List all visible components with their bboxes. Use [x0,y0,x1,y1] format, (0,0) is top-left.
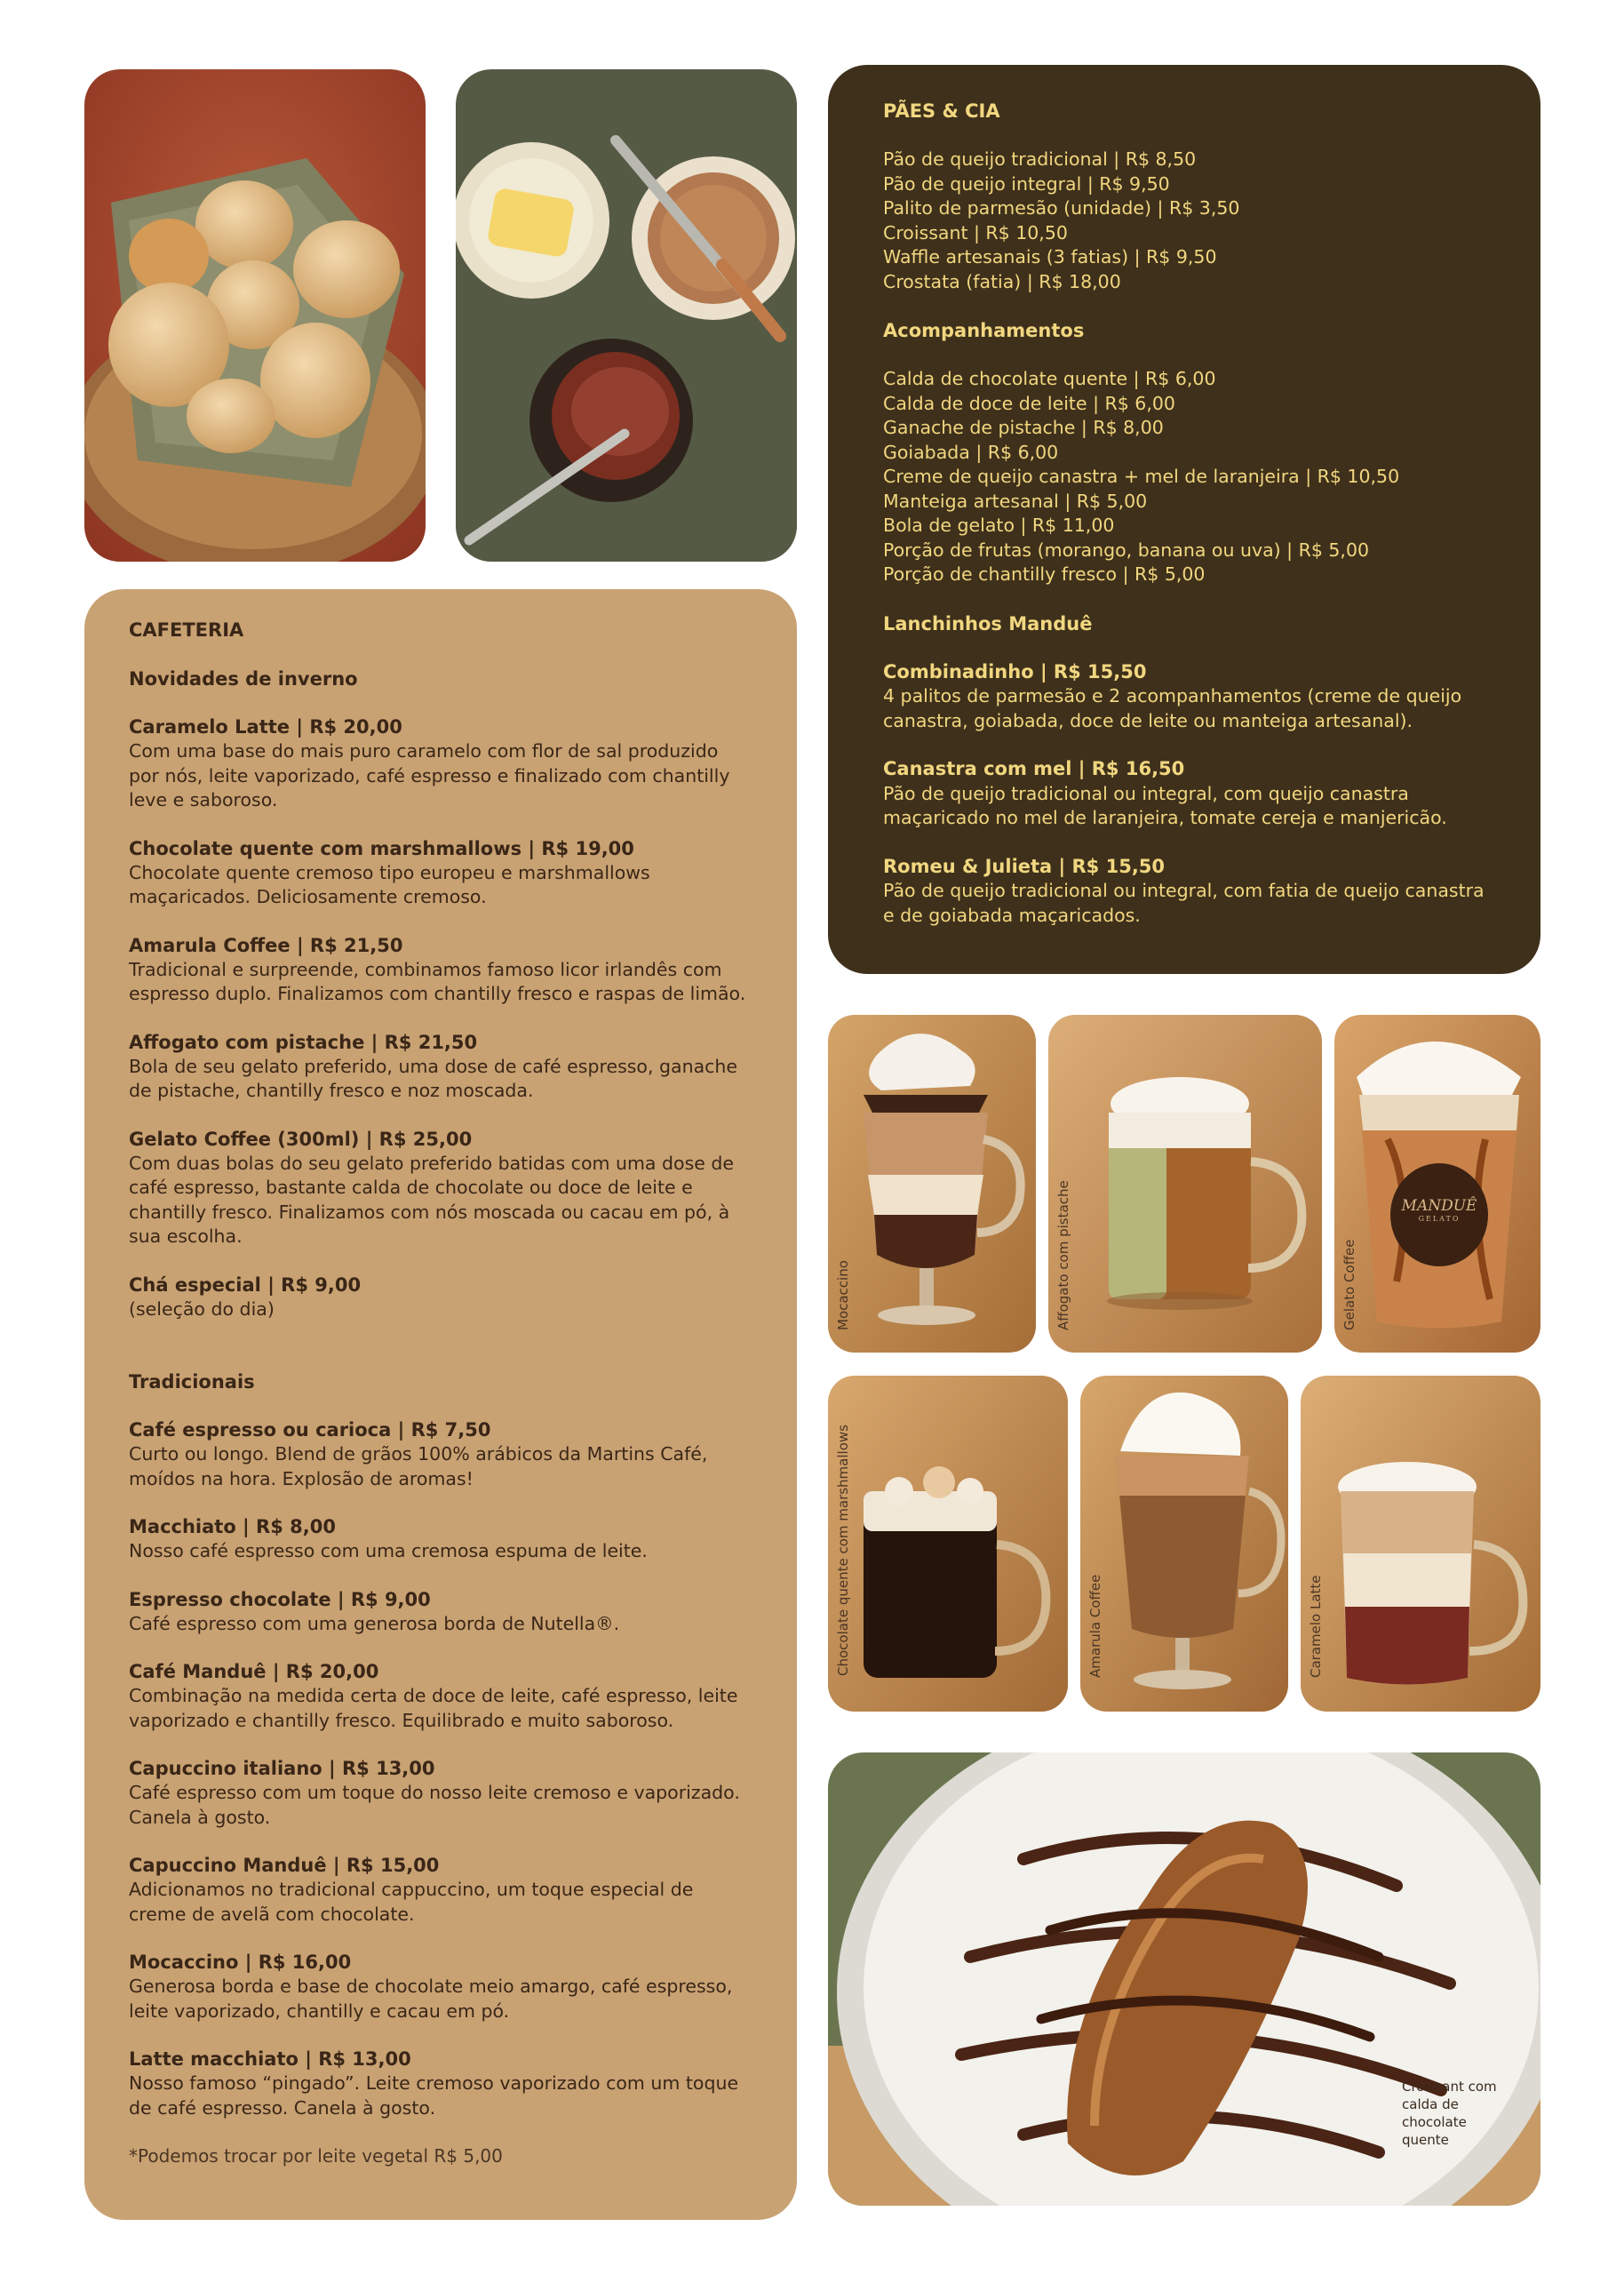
paes-list [883,148,1485,294]
list-item: Calda de doce de leite | R$ 6,00 [883,392,1175,414]
menu-item [129,2048,752,2120]
cafeteria-title: CAFETERIA [129,619,244,641]
item-title: Gelato Coffee (300ml) | R$ 25,00 [129,1128,473,1150]
menu-item [129,715,752,813]
item-desc: Bola de seu gelato preferido, uma dose de café espresso, ganache de pistache, chantilly fresco e noz moscada. [129,1055,738,1101]
chocolate-quente-photo [828,1376,1068,1712]
menu-item [883,855,1485,929]
list-item: Goiabada | R$ 6,00 [883,441,1059,463]
menu-item [129,1660,752,1733]
caramelo-latte-label: Caramelo Latte [1308,1575,1324,1678]
item-title: Espresso chocolate | R$ 9,00 [129,1588,431,1610]
mocaccino-label: Mocaccino [835,1260,851,1330]
menu-item [129,1273,752,1322]
item-desc: (seleção do dia) [129,1297,275,1320]
paes-title: PÃES & CIA [883,100,1000,122]
list-item: Waffle artesanais (3 fatias) | R$ 9,50 [883,246,1217,267]
item-desc: 4 palitos de parmesão e 2 acompanhamentos (creme de queijo canastra, goiabada, doce de leite ou manteiga artesanal). [883,685,1462,731]
item-desc: Curto ou longo. Blend de grãos 100% arábicos da Martins Café, moídos na hora. Explosão de aromas! [129,1443,708,1489]
menu-item [129,1031,752,1104]
cup-logo [1390,1197,1488,1223]
menu-item [883,660,1485,734]
amarula-label: Amarula Coffee [1087,1574,1103,1678]
item-desc: Pão de queijo tradicional ou integral, com queijo canastra maçaricado no mel de laranjeira, tomate cereja e manjericão. [883,782,1447,828]
item-title: Affogato com pistache | R$ 21,50 [129,1031,478,1053]
item-title: Chocolate quente com marshmallows | R$ 19,00 [129,837,634,859]
acompanhamentos-title: Acompanhamentos [883,320,1085,341]
item-title: Latte macchiato | R$ 13,00 [129,2048,411,2070]
cup-logo-sub: GELATO [1418,1215,1461,1223]
gelato-coffee-label: Gelato Coffee [1341,1239,1357,1330]
manteiga-doce-photo [456,69,797,562]
list-item: Ganache de pistache | R$ 8,00 [883,417,1164,438]
acompanhamentos-list [883,367,1485,587]
affogato-photo [1048,1015,1322,1353]
lanchinhos-title: Lanchinhos Manduê [883,612,1093,635]
novidades-title: Novidades de inverno [129,668,358,690]
item-desc: Generosa borda e base de chocolate meio amargo, café espresso, leite vaporizado, chantilly e cacau em pó. [129,1976,733,2022]
item-desc: Nosso famoso “pingado”. Leite cremoso vaporizado com um toque de café espresso. Canela à gosto. [129,2072,739,2119]
list-item: Pão de queijo integral | R$ 9,50 [883,172,1170,195]
menu-item [129,934,752,1007]
chocolate-quente-label: Chocolate quente com marshmallows [835,1425,851,1676]
list-item: Crostata (fatia) | R$ 18,00 [883,270,1121,292]
item-title: Café espresso ou carioca | R$ 7,50 [129,1419,491,1441]
affogato-label: Affogato com pistache [1055,1180,1071,1330]
list-item: Croissant | R$ 10,50 [883,221,1068,243]
item-desc: Combinação na medida certa de doce de leite, café espresso, leite vaporizado e chantilly fresco. Equilibrado e muito saboroso. [129,1685,738,1731]
item-title: Canastra com mel | R$ 16,50 [883,758,1185,779]
menu-item [129,837,752,910]
menu-item [883,757,1485,831]
item-title: Amarula Coffee | R$ 21,50 [129,934,403,956]
list-item: Manteiga artesanal | R$ 5,00 [883,490,1148,512]
list-item: Calda de chocolate quente | R$ 6,00 [883,368,1216,389]
gelato-coffee-photo [1334,1015,1540,1353]
item-title: Capuccino Manduê | R$ 15,00 [129,1855,440,1876]
list-item: Bola de gelato | R$ 11,00 [883,515,1115,536]
list-item: Pão de queijo tradicional | R$ 8,50 [883,148,1197,170]
item-desc: Com uma base do mais puro caramelo com flor de sal produzido por nós, leite vaporizado, café espresso e finalizado com chantilly leve e saboroso. [129,740,730,810]
menu-item [129,1951,752,2024]
menu-item [129,1418,752,1491]
cafeteria-panel [84,589,797,2220]
menu-item [129,1854,752,1927]
item-title: Mocaccino | R$ 16,00 [129,1952,352,1973]
cup-logo-text: MANDUÊ [1401,1197,1477,1215]
item-title: Combinadinho | R$ 15,50 [883,660,1147,682]
paes-cia-panel [828,65,1540,974]
item-title: Caramelo Latte | R$ 20,00 [129,716,402,738]
item-title: Café Manduê | R$ 20,00 [129,1661,379,1682]
mocaccino-photo [828,1015,1036,1353]
menu-item [129,1757,752,1830]
item-desc: Pão de queijo tradicional ou integral, com fatia de queijo canastra e de goiabada maçaricados. [883,880,1485,926]
item-desc: Com duas bolas do seu gelato preferido batidas com uma dose de café espresso, bastante calda de chocolate ou doce de leite e chantilly fresco. Finalizamos com nós moscada ou cacau em pó, à sua escolha. [129,1152,735,1247]
item-title: Macchiato | R$ 8,00 [129,1516,336,1537]
item-desc: Café espresso com uma generosa borda de Nutella®. [129,1612,620,1634]
menu-item [129,1588,752,1637]
item-title: Capuccino italiano | R$ 13,00 [129,1758,435,1779]
item-desc: Nosso café espresso com uma cremosa espuma de leite. [129,1540,648,1561]
list-item: Palito de parmesão (unidade) | R$ 3,50 [883,197,1240,219]
item-desc: Tradicional e surpreende, combinamos famoso licor irlandês com espresso duplo. Finalizamos com chantilly fresco e raspas de limão. [129,958,746,1004]
menu-item [129,1515,752,1564]
item-desc: Chocolate quente cremoso tipo europeu e marshmallows maçaricados. Deliciosamente cremoso. [129,861,650,907]
item-title: Romeu & Julieta | R$ 15,50 [883,855,1166,877]
pao-de-queijo-photo [84,69,426,562]
tradicionais-title: Tradicionais [129,1371,255,1393]
item-desc: Adicionamos no tradicional cappuccino, um toque especial de creme de avelã com chocolate. [129,1879,694,1925]
list-item: Porção de frutas (morango, banana ou uva) | R$ 5,00 [883,539,1370,561]
amarula-coffee-photo [1080,1376,1288,1712]
croissant-caption: Croissant com calda de chocolate quente [1402,2079,1497,2148]
list-item: Porção de chantilly fresco | R$ 5,00 [883,563,1206,585]
caramelo-latte-photo [1301,1376,1540,1712]
item-desc: Café espresso com um toque do nosso leite cremoso e vaporizado. Canela à gosto. [129,1782,740,1828]
leite-vegetal-note: *Podemos trocar por leite vegetal R$ 5,00 [129,2145,503,2167]
list-item: Creme de queijo canastra + mel de laranjeira | R$ 10,50 [883,466,1400,487]
croissant-photo [828,1752,1540,2206]
menu-item [129,1128,752,1249]
item-title: Chá especial | R$ 9,00 [129,1273,362,1296]
